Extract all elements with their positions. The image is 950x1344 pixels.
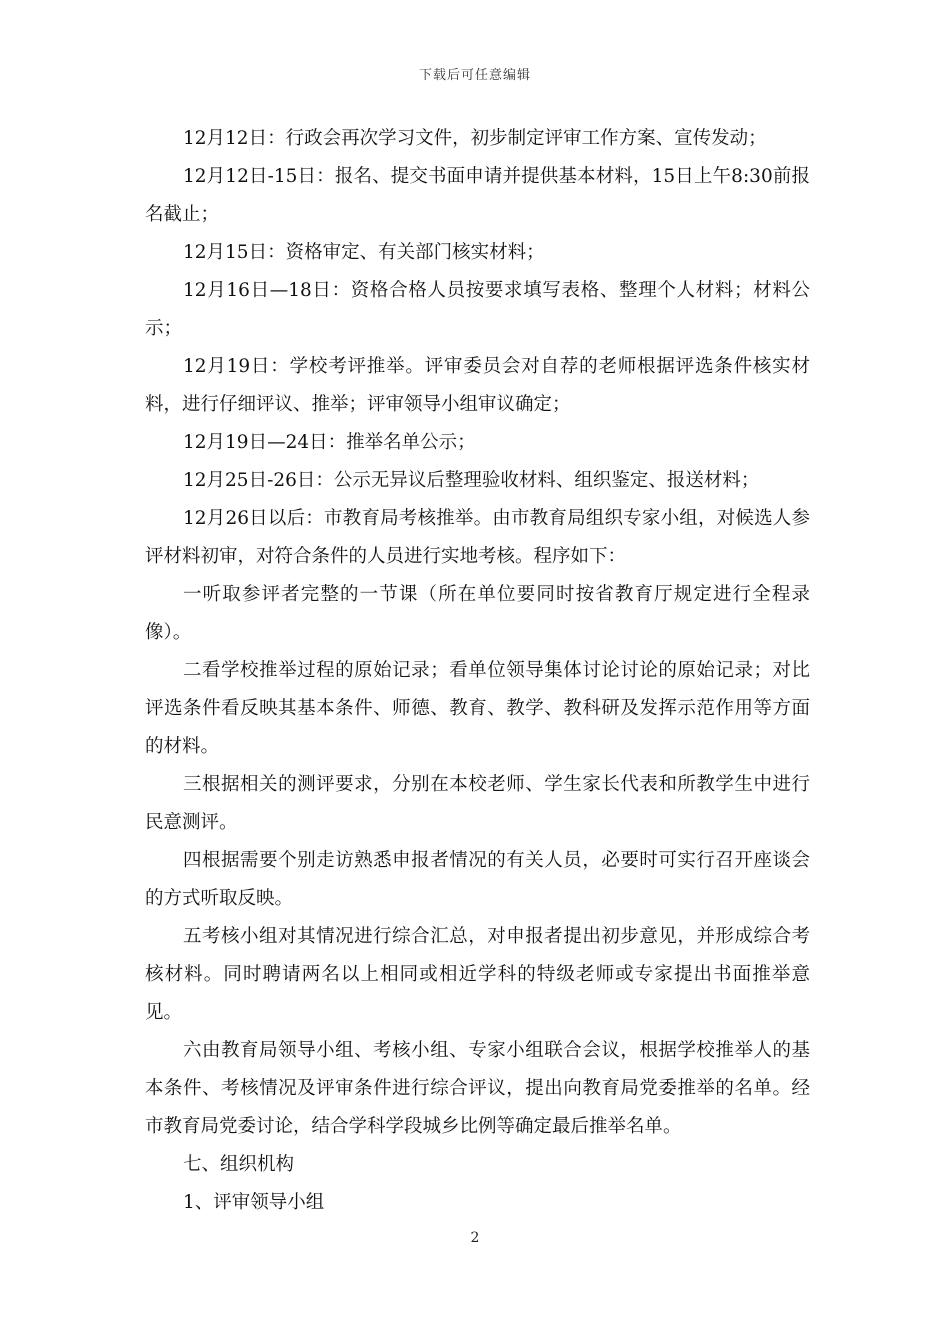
- paragraph: 12月15日：资格审定、有关部门核实材料；: [183, 242, 545, 263]
- section-heading: 七、组织机构: [183, 1154, 295, 1175]
- paragraph: 12月16日—18日：资格合格人员按要求填写表格、整理个人材料；材料公示；: [145, 280, 810, 339]
- paragraph: 12月12日-15日：报名、提交书面申请并提供基本材料，15日上午8:30前报名截止；: [145, 166, 810, 225]
- document-body: [145, 120, 810, 1222]
- subsection-heading: 1、评审领导小组: [183, 1192, 325, 1213]
- page-number: 2: [470, 1230, 480, 1246]
- paragraph: 12月19日：学校考评推举。评审委员会对自荐的老师根据评选条件核实材料，进行仔细评议、推举；评审领导小组审议确定；: [145, 356, 810, 415]
- page-header: 下载后可任意编辑: [418, 68, 531, 83]
- paragraph: 四根据需要个别走访熟悉申报者情况的有关人员，必要时可实行召开座谈会的方式听取反映。: [145, 850, 810, 909]
- paragraph: 12月12日：行政会再次学习文件，初步制定评审工作方案、宣传发动；: [183, 128, 767, 149]
- paragraph: 三根据相关的测评要求，分别在本校老师、学生家长代表和所教学生中进行民意测评。: [145, 774, 810, 833]
- paragraph: 六由教育局领导小组、考核小组、专家小组联合会议，根据学校推举人的基本条件、考核情况及评审条件进行综合评议，提出向教育局党委推举的名单。经市教育局党委讨论，结合学科学段城乡比例等确定最后推举名单。: [145, 1040, 810, 1137]
- paragraph: 12月19日—24日：推举名单公示；: [183, 432, 476, 453]
- paragraph: 12月25日-26日：公示无异议后整理验收材料、组织鉴定、报送材料；: [183, 470, 760, 491]
- paragraph: 一听取参评者完整的一节课（所在单位要同时按省教育厅规定进行全程录像）。: [145, 584, 810, 643]
- paragraph: 五考核小组对其情况进行综合汇总，对申报者提出初步意见，并形成综合考核材料。同时聘请两名以上相同或相近学科的特级老师或专家提出书面推举意见。: [145, 926, 810, 1023]
- paragraph: 二看学校推举过程的原始记录；看单位领导集体讨论讨论的原始记录；对比评选条件看反映其基本条件、师德、教育、教学、教科研及发挥示范作用等方面的材料。: [145, 660, 810, 757]
- paragraph: 12月26日以后：市教育局考核推举。由市教育局组织专家小组，对候选人参评材料初审，对符合条件的人员进行实地考核。程序如下：: [145, 508, 810, 567]
